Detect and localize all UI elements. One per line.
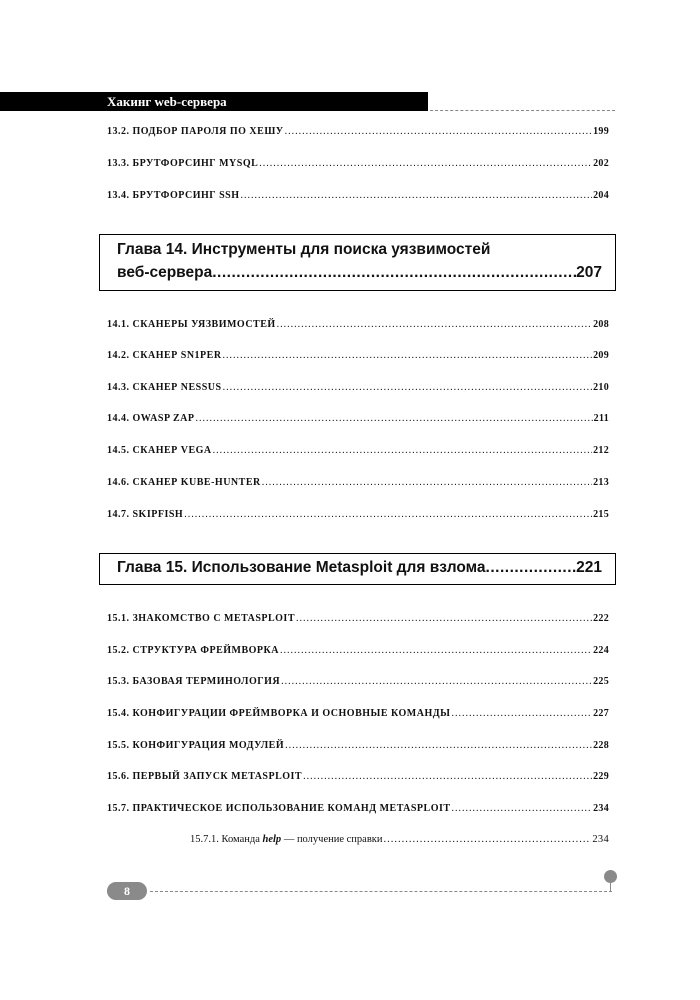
page-number-badge: [107, 882, 147, 900]
toc-entry-14-4[interactable]: 14.4. OWASP ZAP ..... 211: [107, 413, 609, 424]
toc-entry-15-4[interactable]: 15.4. КОНФИГУРАЦИИ ФРЕЙМВОРКА И ОСНОВНЫЕ КОМАНДЫ ..... 227: [107, 708, 609, 719]
chapter-14-heading[interactable]: [99, 234, 616, 291]
toc-entry-15-7-1[interactable]: 15.7.1. Команда help — получение справки ..... 234: [190, 834, 609, 845]
toc-entry-14-2[interactable]: 14.2. СКАНЕР SN1PER ..... 209: [107, 350, 609, 361]
toc-entry-15-1[interactable]: 15.1. ЗНАКОМСТВО С METASPLOIT ..... 222: [107, 613, 609, 624]
running-header: [0, 92, 428, 111]
toc-entry-15-3[interactable]: 15.3. БАЗОВАЯ ТЕРМИНОЛОГИЯ ..... 225: [107, 676, 609, 687]
footer-dot-ornament: [604, 870, 617, 883]
toc-entry-13-2[interactable]: 13.2. ПОДБОР ПАРОЛЯ ПО ХЕШУ ..... 199: [107, 126, 609, 137]
chapter-14-title-line1: Глава 14. Инструменты для поиска уязвимостей: [117, 241, 491, 258]
chapter-14-title-line2: веб-сервера: [117, 264, 213, 281]
footer-tick-ornament: [610, 883, 611, 891]
chapter-15-page: 221: [576, 559, 602, 576]
page-number: 8: [124, 884, 130, 898]
chapter-15-heading[interactable]: [99, 553, 616, 585]
toc-entry-15-5[interactable]: 15.5. КОНФИГУРАЦИЯ МОДУЛЕЙ ..... 228: [107, 740, 609, 751]
toc-entry-14-5[interactable]: 14.5. СКАНЕР VEGA ..... 212: [107, 445, 609, 456]
toc-entry-14-3[interactable]: 14.3. СКАНЕР NESSUS ..... 210: [107, 382, 609, 393]
footer-divider: [150, 891, 612, 892]
chapter-15-title: Глава 15. Использование Metasploit для взлома: [117, 559, 486, 576]
toc-entry-14-1[interactable]: 14.1. СКАНЕРЫ УЯЗВИМОСТЕЙ ..... 208: [107, 319, 609, 330]
command-name: help: [262, 834, 282, 845]
toc-entry-15-6[interactable]: 15.6. ПЕРВЫЙ ЗАПУСК METASPLOIT ..... 229: [107, 771, 609, 782]
header-divider: [430, 110, 615, 111]
toc-entry-14-6[interactable]: 14.6. СКАНЕР KUBE-HUNTER ..... 213: [107, 477, 609, 488]
toc-entry-14-7[interactable]: 14.7. SKIPFISH ..... 215: [107, 509, 609, 520]
toc-entry-13-3[interactable]: 13.3. БРУТФОРСИНГ MYSQL ..... 202: [107, 158, 609, 169]
chapter-14-page: 207: [576, 264, 602, 281]
running-header-title: Хакинг web-сервера: [107, 94, 227, 109]
toc-entry-13-4[interactable]: 13.4. БРУТФОРСИНГ SSH ..... 204: [107, 190, 609, 201]
toc-entry-15-2[interactable]: 15.2. СТРУКТУРА ФРЕЙМВОРКА ..... 224: [107, 645, 609, 656]
toc-entry-15-7[interactable]: 15.7. ПРАКТИЧЕСКОЕ ИСПОЛЬЗОВАНИЕ КОМАНД METASPLOIT ..... 234: [107, 803, 609, 814]
